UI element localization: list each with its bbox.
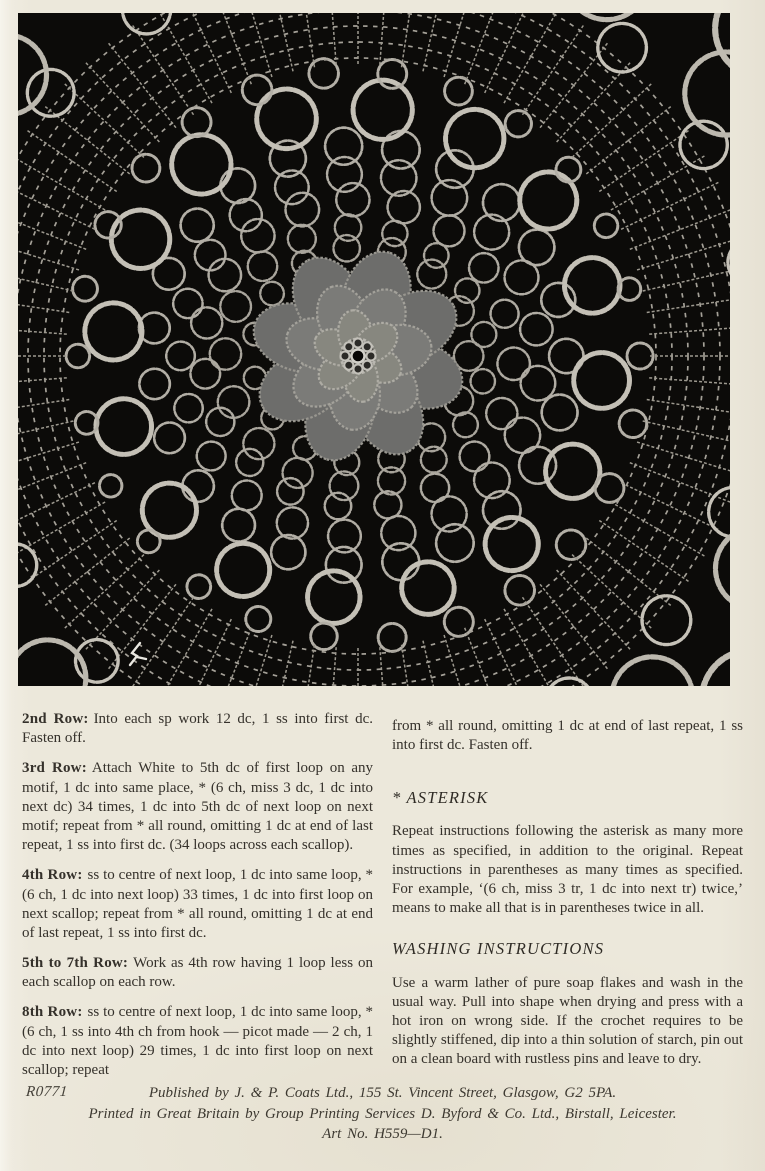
right-column (392, 710, 743, 1091)
row-text: Work as 4th row having 1 loop less on each scallop on each row. (22, 955, 373, 991)
instructions-section (22, 710, 743, 1091)
left-column (22, 710, 373, 1091)
doily-illustration (18, 13, 730, 686)
pattern-code: R0771 (25, 1084, 69, 1100)
art-number-line: Art No. H559—D1. (322, 1126, 443, 1143)
row-text: ss to centre of next loop, 1 dc into same loop, * (6 ch, 1 ss into 4th ch from hook — picot made — 2 ch, 1 dc into next loop) 29 times, 1 dc into first loop on next scallop; repeat (22, 1004, 373, 1078)
row-label: 8th Row: (22, 1004, 83, 1021)
row-text: ss to centre of next loop, 1 dc into same loop, * (6 ch, 1 dc into next loop) 33 times, 1 dc into first loop on next scallop; repeat from * all round, omitting 1 dc at end of last repeat, 1 ss into first dc. (22, 867, 373, 941)
instruction-paragraph (22, 866, 373, 943)
row-label: 2nd Row: (22, 711, 89, 727)
instruction-paragraph (22, 954, 373, 992)
printer-line: Printed in Great Britain by Group Printing Services D. Byford & Co. Ltd., Birstall, Leicester. (88, 1105, 677, 1122)
row-text: Attach White to 5th dc of first loop on any motif, 1 dc into same place, * (6 ch, miss 3 dc, 1 dc into next dc) 34 times, 1 dc into 5th dc of next loop on next motif; repeat from * all round, omitting 1 dc at end of last repeat, 1 ss into first dc. (34 loops across each scallop). (22, 760, 373, 854)
row-label: 4th Row: (22, 867, 83, 884)
row-label: 5th to 7th Row: (22, 955, 129, 972)
instruction-paragraph (22, 1003, 373, 1080)
row-text: Into each sp work 12 dc, 1 ss into first dc. Fasten off. (22, 711, 373, 747)
row-label: 3rd Row: (22, 760, 87, 777)
imprint-footer (0, 1083, 765, 1145)
asterisk-explanation: Repeat instructions following the asterisk as many more times as specified, in addition to the original. Repeat instructions in parentheses as many times as specified. For example, ‘(6 ch, miss 3 tr, 1 dc into next tr) twice,’ means to make all that is in parentheses twice in all. (392, 823, 743, 917)
instruction-continuation: from * all round, omitting 1 dc at end of last repeat, 1 ss into first dc. Fasten off. (392, 718, 743, 754)
publisher-line: Published by J. & P. Coats Ltd., 155 St. Vincent Street, Glasgow, G2 5PA. (148, 1085, 617, 1101)
washing-instructions-text: Use a warm lather of pure soap flakes and wash in the usual way. Pull into shape when drying and press with a hot iron on wrong side. If the crochet requires to be slightly stiffened, dip into a thin solution of starch, pin out on a clean board with rustless pins and leave to dry. (392, 974, 743, 1068)
washing-heading: WASHING INSTRUCTIONS (392, 939, 605, 959)
instruction-paragraph (22, 759, 373, 855)
instruction-paragraph (22, 710, 373, 748)
asterisk-heading: * ASTERISK (392, 788, 489, 808)
doily-photograph (18, 13, 730, 686)
